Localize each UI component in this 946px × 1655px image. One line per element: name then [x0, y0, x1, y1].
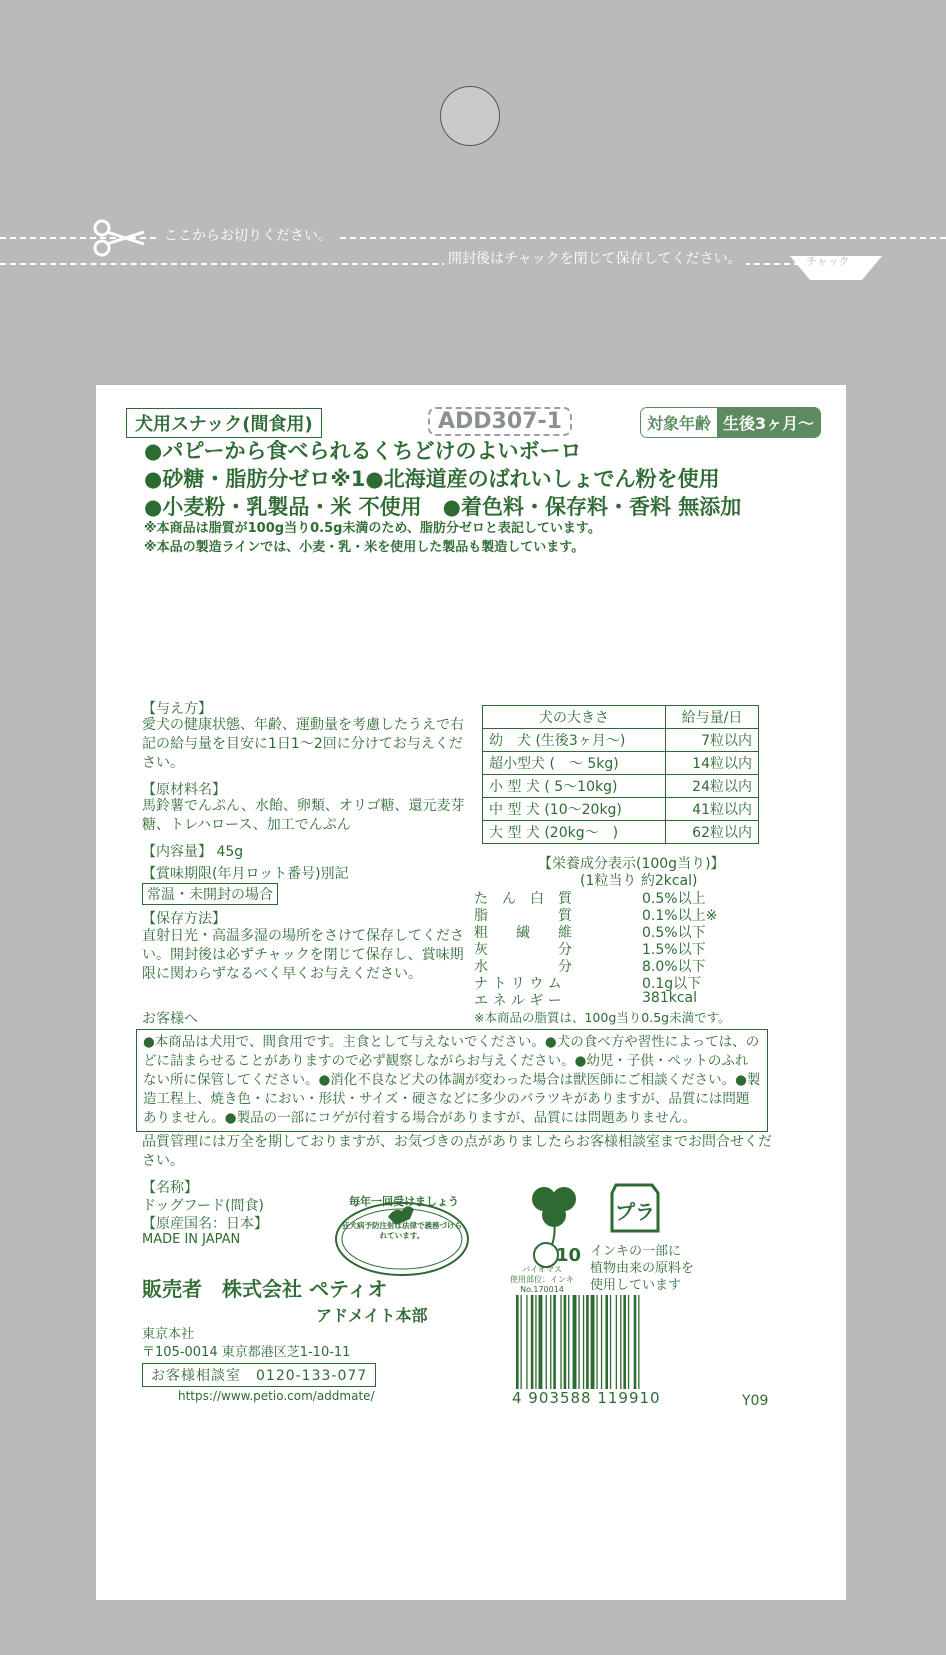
age-label: 対象年齢: [641, 408, 717, 437]
feeding-table: [482, 705, 759, 844]
barcode-bar: [560, 1295, 561, 1389]
barcode-bar: [591, 1295, 595, 1389]
barcode-bar: [620, 1295, 621, 1389]
feature-line: ●パピーから食べられるくちどけのよいボーロ: [144, 439, 582, 463]
expiry-heading: 【賞味期限(年月ロット番号)別記: [142, 866, 349, 882]
recycle-label: プラ: [615, 1200, 655, 1224]
name-value: ドッグフード(間食): [142, 1198, 264, 1214]
table-cell: 中 型 犬 (10〜20kg): [483, 798, 666, 821]
barcode-bar: [605, 1295, 608, 1389]
lot-code: Y09: [742, 1393, 769, 1409]
seller-name: 販売者 株式会社 ペティオ: [142, 1277, 388, 1301]
ingredients-heading: 【原材料名】: [142, 782, 226, 798]
table-row: [483, 775, 759, 798]
product-code: ADD307-1: [428, 407, 572, 436]
nutrition-value: 0.1%以上※: [642, 908, 718, 924]
biomass-number-id: No.170014: [520, 1285, 564, 1294]
nutrition-title: 【栄養成分表示(100g当り)】: [538, 856, 725, 872]
table-row: [483, 752, 759, 775]
barcode-bar: [531, 1295, 534, 1389]
barcode-bar: [550, 1295, 551, 1389]
barcode: [512, 1295, 698, 1389]
table-cell: 7粒以内: [666, 729, 759, 752]
feature-line: ●砂糖・脂肪分ゼロ※1●北海道産のばれいしょでん粉を使用: [144, 467, 720, 491]
nutrition-item: 粗 繊 維: [474, 925, 572, 941]
ink-statement: [590, 1243, 694, 1294]
label-panel: [96, 385, 846, 1600]
ink-line: 使用しています: [590, 1278, 682, 1293]
nutrition-value: 381kcal: [642, 990, 697, 1006]
feeding-text: 愛犬の健康状態、年齢、運動量を考慮したうえで右記の給与量を目安に1日1〜2回に分けてお与えください。: [142, 717, 464, 771]
nutrition-note: ※本商品の脂質は、100g当り0.5g未満です。: [474, 1010, 731, 1025]
website-url: https://www.petio.com/addmate/: [178, 1389, 375, 1403]
barcode-bar: [634, 1295, 637, 1389]
target-age-badge: [640, 407, 821, 438]
hang-hole: [440, 86, 500, 146]
barcode-bar: [586, 1295, 589, 1389]
barcode-bar: [564, 1295, 567, 1389]
content-amount: 【内容量】 45g: [142, 844, 244, 860]
category-tag: 犬用スナック(間食用): [126, 408, 322, 438]
table-row: [483, 729, 759, 752]
barcode-bar: [521, 1295, 522, 1389]
biomass-number: 10: [556, 1245, 582, 1266]
barcode-bar: [628, 1295, 629, 1389]
barcode-bar: [546, 1295, 547, 1389]
table-header: 犬の大きさ: [483, 706, 666, 729]
table-cell: 幼 犬 (生後3ヶ月〜): [483, 729, 666, 752]
ingredients-text: 馬鈴薯でんぷん、水飴、卵類、オリゴ糖、還元麦芽糖、トレハロース、加工でんぷん: [142, 798, 465, 833]
barcode-bar: [610, 1295, 611, 1389]
barcode-bar: [535, 1295, 536, 1389]
barcode-bar: [539, 1295, 543, 1389]
barcode-bar: [526, 1295, 527, 1389]
biomass-mark-icon: [526, 1177, 586, 1273]
barcode-bar: [578, 1295, 579, 1389]
note-line: ※本商品は脂質が100g当り0.5g未満のため、脂肪分ゼロと表記しています。: [144, 521, 601, 536]
feature-line: ●小麦粉・乳製品・米 不使用 ●着色料・保存料・香料 無添加: [144, 495, 742, 519]
nutrition-value: 8.0%以下: [642, 959, 706, 975]
customer-service-tel: お客様相談室 0120-133-077: [142, 1363, 376, 1387]
note-line: ※本品の製造ラインでは、小麦・乳・米を使用した製品も製造しています。: [144, 540, 585, 555]
scissors-icon: [92, 218, 148, 258]
feeding-heading: 【与え方】: [142, 701, 212, 717]
plastic-recycle-icon: [606, 1177, 664, 1239]
expiry-condition: 常温・未開封の場合: [142, 883, 278, 905]
storage-text: 直射日光・高温多湿の場所をさけて保存してください。開封後は必ずチャックを閉じて保存し、賞味期限に関わらずなるべく早くお与えください。: [142, 928, 464, 982]
table-header-row: [483, 706, 759, 729]
table-row: [483, 798, 759, 821]
customer-notice: ●本商品は犬用で、間食用です。主食として与えないでください。●犬の食べ方や習性によっては、のどに詰まらせることがありますので必ず観察しながらお与えください。●幼児・子供・ペットのふれない所に保管してください。●消化不良など犬の体調が変わった場合は獣医師にご相談ください。●製造工程上、焼き色・におい・形状・サイズ・硬さなどに多少のバラツキがありますが、品質には問題ありません。●製品の一部にコゲが付着する場合がありますが、品質には問題ありません。: [136, 1029, 768, 1132]
cut-instruction: ここからお切りください。: [160, 225, 336, 245]
nutrition-item: 灰 分: [474, 942, 572, 958]
barcode-bar: [583, 1295, 584, 1389]
storage-heading: 【保存方法】: [142, 911, 226, 927]
ink-line: 植物由来の原料を: [590, 1261, 695, 1276]
nutrition-value: 0.5%以下: [642, 925, 706, 941]
nutrition-item: 水 分: [474, 959, 572, 975]
customer-heading: お客様へ: [142, 1011, 198, 1027]
table-row: [483, 821, 759, 844]
barcode-bar: [638, 1295, 639, 1389]
biomass-text: [510, 1265, 574, 1295]
table-cell: 小 型 犬 ( 5〜10kg): [483, 775, 666, 798]
table-cell: 超小型犬 ( 〜 5kg): [483, 752, 666, 775]
nutrition-value: 0.1g以下: [642, 976, 702, 992]
table-cell: 62粒以内: [666, 821, 759, 844]
nutrition-item: た ん 白 質: [474, 891, 572, 907]
barcode-bar: [573, 1295, 577, 1389]
quality-statement: 品質管理には万全を期しておりますが、お気づきの点がありましたらお客様相談室までお問合せください。: [142, 1134, 772, 1169]
seller-dept: アドメイト本部: [316, 1306, 428, 1325]
table-cell: 大 型 犬 (20kg〜 ): [483, 821, 666, 844]
nutrition-subtitle: (1粒当り 約2kcal): [580, 873, 698, 889]
vaccine-label: 毎年一回受けましょう: [349, 1195, 459, 1208]
barcode-bar: [553, 1295, 556, 1389]
barcode-bar: [568, 1295, 569, 1389]
table-cell: 24粒以内: [666, 775, 759, 798]
address: 〒105-0014 東京都港区芝1-10-11: [142, 1345, 351, 1360]
barcode-number: 4 903588 119910: [512, 1389, 661, 1407]
nutrition-value: 1.5%以下: [642, 942, 706, 958]
barcode-bar: [623, 1295, 626, 1389]
barcode-bar: [516, 1295, 519, 1389]
zip-label: チャック: [806, 255, 850, 268]
made-in: MADE IN JAPAN: [142, 1232, 241, 1247]
barcode-bar: [601, 1295, 602, 1389]
nutrition-value: 0.5%以上: [642, 891, 706, 907]
ink-line: インキの一部に: [590, 1244, 682, 1259]
table-cell: 14粒以内: [666, 752, 759, 775]
zip-instruction: 開封後はチャックを閉じて保存してください。: [444, 248, 746, 268]
age-value: 生後3ヶ月〜: [717, 408, 820, 437]
headquarters: 東京本社: [142, 1327, 195, 1342]
nutrition-item: エ ネ ル ギ ー: [474, 993, 562, 1009]
nutrition-item: ナ ト リ ウ ム: [474, 976, 562, 992]
name-heading: 【名称】: [142, 1180, 198, 1196]
nutrition-item: 脂 質: [474, 908, 572, 924]
table-header: 給与量/日: [666, 706, 759, 729]
vaccine-text: 狂犬病予防注射は法律で義務づけられています。: [342, 1221, 462, 1240]
biomass-label: バイオマス: [522, 1265, 562, 1274]
origin-heading: 【原産国名：日本】: [142, 1216, 268, 1232]
barcode-bar: [596, 1295, 597, 1389]
biomass-part: 使用部位：インキ: [510, 1275, 574, 1284]
table-cell: 41粒以内: [666, 798, 759, 821]
barcode-bar: [616, 1295, 617, 1389]
